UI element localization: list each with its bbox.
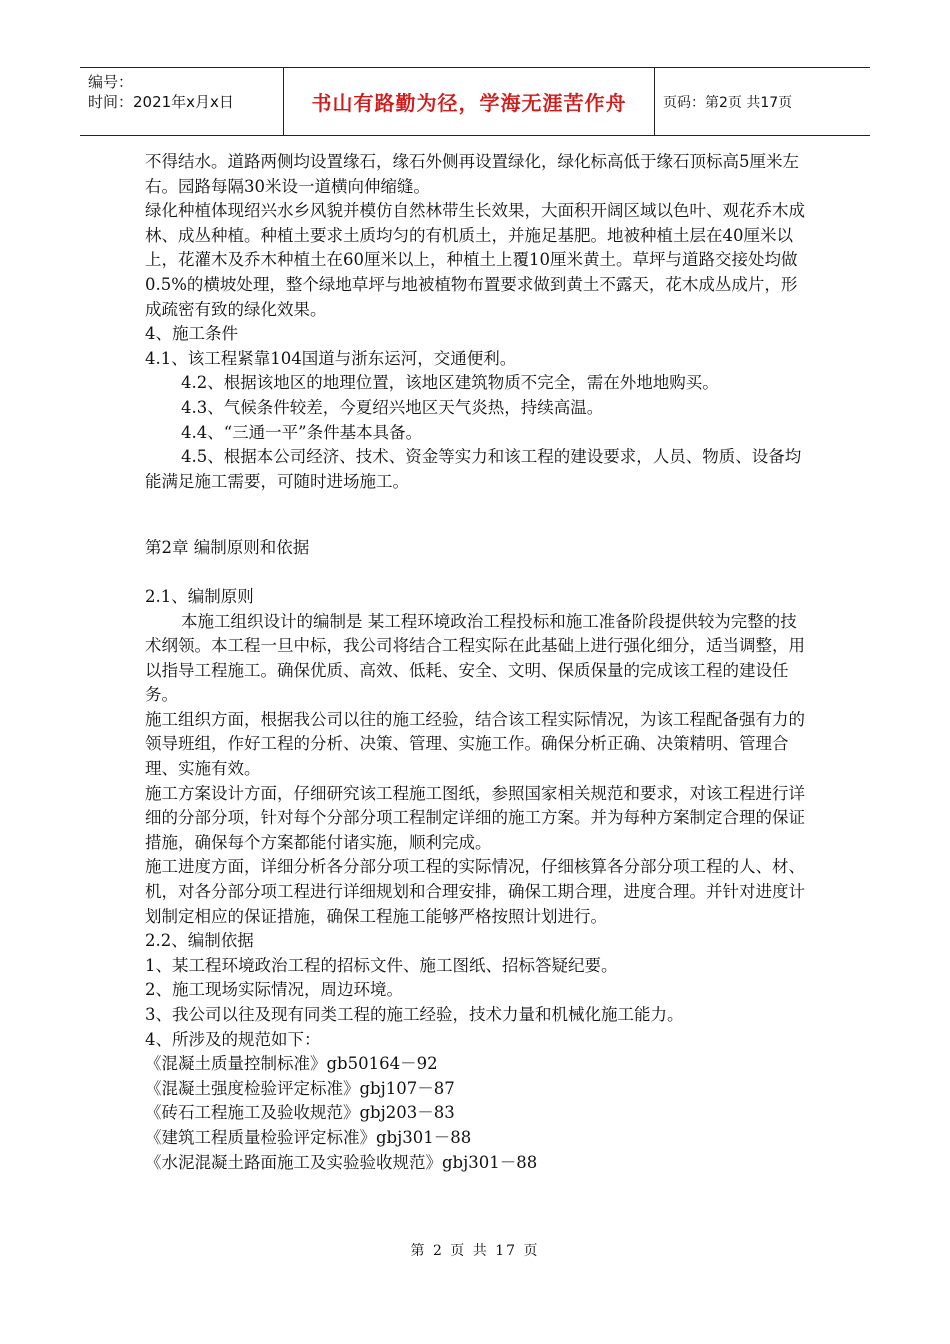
paragraph: 不得结水。道路两侧均设置缘石，缘石外侧再设置绿化，绿化标高低于缘石顶标高5厘米左右。园路每隔30米设一道横向伸缩缝。 [145,152,799,196]
standard-reference: 《建筑工程质量检验评定标准》gbj301－88 [145,1127,472,1147]
list-item: 4.5、根据本公司经济、技术、资金等实力和该工程的建设要求，人员、物质、设备均能满足施工需要，可随时进场施工。 [145,447,802,491]
list-item: 4.2、根据该地区的地理位置，该地区建筑物质不完全，需在外地地购买。 [181,373,719,393]
standard-reference: 《混凝土质量控制标准》gb50164－92 [145,1054,438,1074]
header-meta [80,68,283,135]
paragraph: 施工方案设计方面，仔细研究该工程施工图纸，参照国家相关规范和要求，对该工程进行详细的分部分项，针对每个分部分项工程制定详细的施工方案。并为每种方案制定合理的保证措施，确保每个方案都能付诸实施，顺利完成。 [145,783,805,852]
header-motto: 书山有路勤为径，学海无涯苦作舟 [283,68,655,135]
page-header [80,67,870,136]
chapter-heading: 第2章 编制原则和依据 [145,538,310,558]
paragraph: 施工进度方面，详细分析各分部分项工程的实际情况，仔细核算各分部分项工程的人、材、机，对各分部分项工程进行详细规划和合理安排，确保工期合理，进度合理。并针对进度计划制定相应的保证措施，确保工程施工能够严格按照计划进行。 [145,857,805,926]
list-item: 1、某工程环境政治工程的招标文件、施工图纸、招标答疑纪要。 [145,955,618,975]
list-item: 4、所涉及的规范如下： [145,1029,321,1049]
paragraph: 施工组织方面，根据我公司以往的施工经验，结合该工程实际情况，为该工程配备强有力的领导班组，作好工程的分析、决策、管理、实施工作。确保分析正确、决策精明、管理合理、实施有效。 [145,709,805,779]
section-heading: 4、施工条件 [145,324,238,344]
document-body [145,150,810,1175]
doc-time-label: 时间：2021年x月x日 [88,93,234,111]
section-heading: 2.2、编制依据 [145,931,254,951]
list-item: 4.1、该工程紧靠104国道与浙东运河，交通便利。 [145,348,517,368]
list-item: 4.3、气候条件较差，今夏绍兴地区天气炎热，持续高温。 [181,397,604,417]
standard-reference: 《水泥混凝土路面施工及实验验收规范》gbj301－88 [145,1152,538,1172]
list-item: 4.4、“三通一平”条件基本具备。 [181,422,423,442]
standard-reference: 《砖石工程施工及验收规范》gbj203－83 [145,1103,455,1123]
paragraph: 本施工组织设计的编制是 某工程环境政治工程投标和施工准备阶段提供较为完整的技术纲领。本工程一旦中标，我公司将结合工程实际在此基础上进行强化细分，适当调整，用以指导工程施工。确保优质、高效、低耗、安全、文明、保质保量的完成该工程的建设任务。 [145,611,805,705]
paragraph: 绿化种植体现绍兴水乡风貌并模仿自然林带生长效果，大面积开阔区域以色叶、观花乔木成林、成丛种植。种植土要求土质均匀的有机质土，并施足基肥。地被种植土层在40厘米以上，花灌木及乔木种植土在60厘米以上，种植土上覆10厘米黄土。草坪与道路交接处均做0.5%的横坡处理，整个绿地草坪与地被植物布置要求做到黄土不露天，花木成丛成片，形成疏密有致的绿化效果。 [145,201,805,319]
doc-number-label: 编号： [88,73,134,91]
list-item: 3、我公司以往及现有同类工程的施工经验，技术力量和机械化施工能力。 [145,1005,684,1024]
section-heading: 2.1、编制原则 [145,586,254,606]
header-page-info: 页码：第2页 共17页 [663,94,793,111]
list-item: 2、施工现场实际情况，周边环境。 [145,980,403,1000]
standard-reference: 《混凝土强度检验评定标准》gbj107－87 [145,1078,455,1098]
page-footer: 第 2 页 共 17 页 [410,1243,540,1259]
